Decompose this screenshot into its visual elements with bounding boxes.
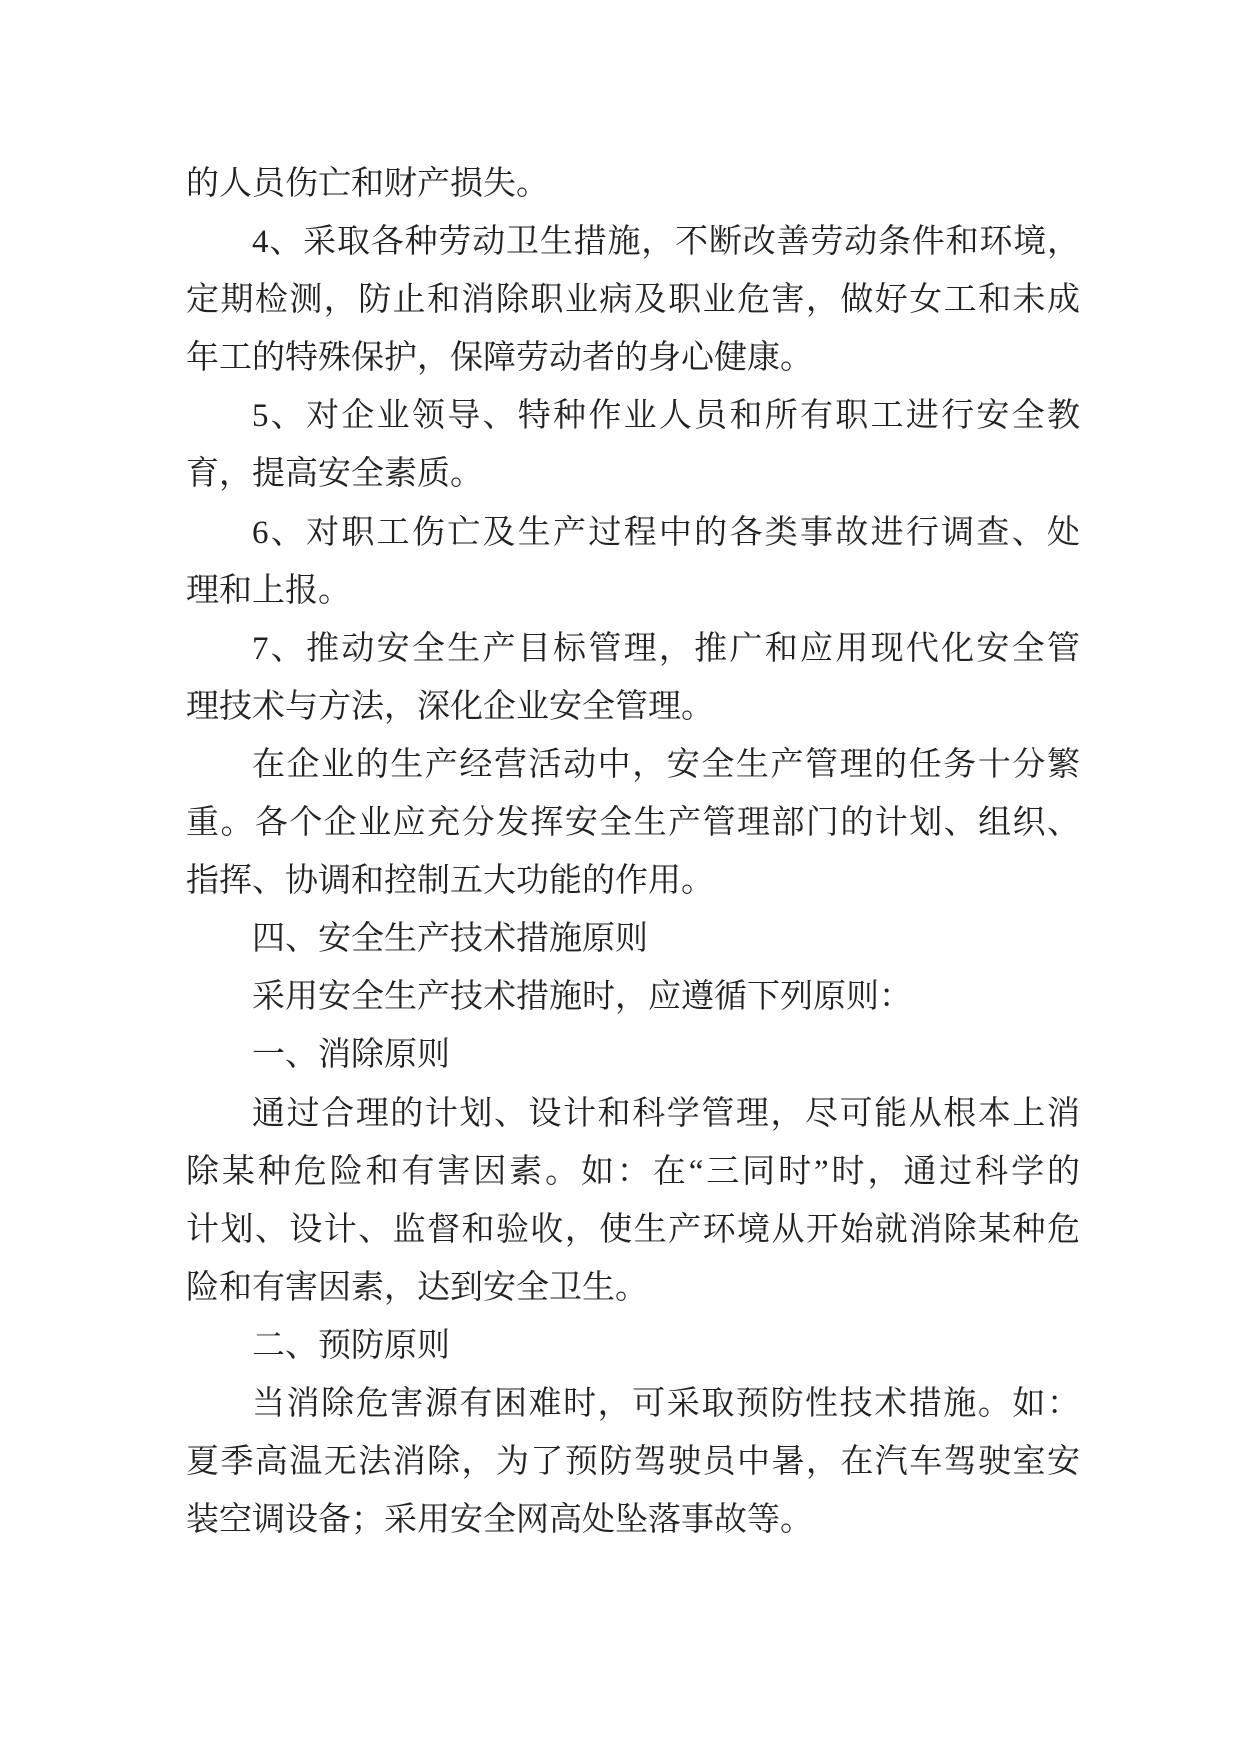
text-line: 的人员伤亡和财产损失。 — [186, 166, 549, 202]
text-line: 四、安全生产技术措施原则 — [252, 921, 648, 958]
text-line: 二、预防原则 — [252, 1327, 450, 1364]
text-line: 一、消除原则 — [252, 1037, 450, 1074]
text-line: 育，提高安全素质。 — [186, 456, 483, 493]
text-line: 夏季高温无法消除，为了预防驾驶员中暑，在汽车驾驶室安 — [186, 1444, 1080, 1481]
text-line: 定期检测，防止和消除职业病及职业危害，做好女工和未成 — [186, 282, 1080, 319]
text-line: 重。各个企业应充分发挥安全生产管理部门的计划、组织、 — [186, 805, 1080, 842]
text-line: 理技术与方法，深化企业安全管理。 — [186, 688, 714, 725]
text-line: 7、推动安全生产目标管理，推广和应用现代化安全管 — [252, 630, 1080, 667]
text-line: 当消除危害源有困难时，可采取预防性技术措施。如： — [252, 1385, 1080, 1422]
text-line: 险和有害因素，达到安全卫生。 — [186, 1269, 648, 1306]
text-line: 5、对企业领导、特种作业人员和所有职工进行安全教 — [252, 398, 1080, 435]
text-line: 装空调设备；采用安全网高处坠落事故等。 — [186, 1502, 813, 1539]
text-line: 6、对职工伤亡及生产过程中的各类事故进行调查、处 — [252, 514, 1080, 551]
text-line: 理和上报。 — [186, 572, 351, 609]
text-line: 4、采取各种劳动卫生措施，不断改善劳动条件和环境， — [252, 224, 1080, 261]
text-line: 通过合理的计划、设计和科学管理，尽可能从根本上消 — [252, 1095, 1080, 1132]
text-line: 采用安全生产技术措施时，应遵循下列原则： — [252, 979, 912, 1016]
text-line: 年工的特殊保护，保障劳动者的身心健康。 — [186, 340, 813, 377]
text-line: 除某种危险和有害因素。如：在“三同时”时，通过科学的 — [186, 1153, 1080, 1190]
text-line: 在企业的生产经营活动中，安全生产管理的任务十分繁 — [252, 746, 1080, 783]
text-line: 指挥、协调和控制五大功能的作用。 — [186, 863, 714, 900]
document-body — [186, 155, 1080, 1549]
text-line: 计划、设计、监督和验收，使生产环境从开始就消除某种危 — [186, 1211, 1080, 1248]
